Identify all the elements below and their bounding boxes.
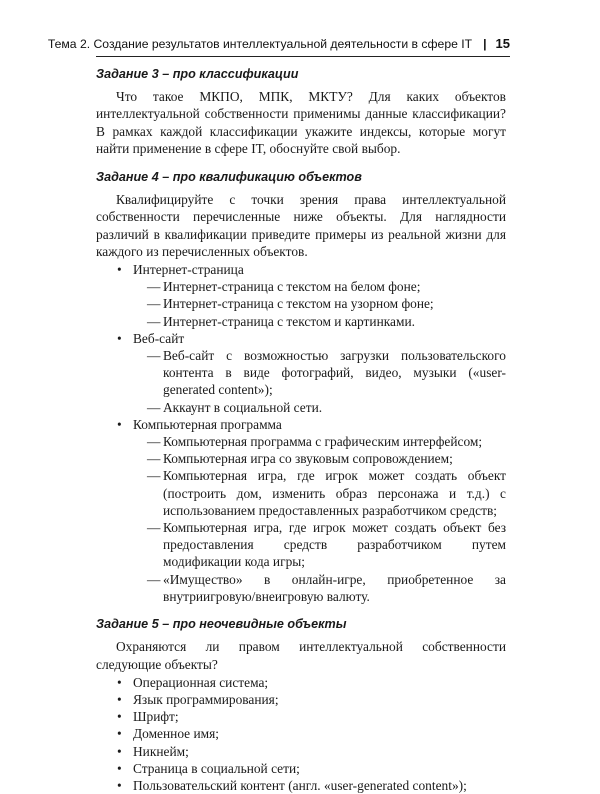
list-item: — Интернет-страница с текстом и картинками. — [147, 313, 506, 330]
list-item: • Пользовательский контент (англ. «user-generated content»); — [117, 777, 506, 794]
list-item: • Доменное имя; — [117, 725, 506, 742]
list-item: — Компьютерная игра со звуковым сопровождением; — [147, 450, 506, 467]
running-header — [47, 36, 510, 51]
list-item: — Компьютерная игра, где игрок может создать объект без предоставления средств разработчиком путем модификации кода игры; — [147, 519, 506, 571]
list-item: — Веб-сайт с возможностью загрузки пользовательского контента в виде фотографий, видео, музыки («user-generated content»); — [147, 347, 506, 399]
group-label: Интернет-страница — [133, 262, 244, 278]
list-item: — «Имущество» в онлайн-игре, приобретенное за внутриигровую/внеигровую валюту. — [147, 571, 506, 605]
list-item: • Никнейм; — [117, 743, 506, 760]
group-label: Веб-сайт — [133, 330, 185, 346]
page-number: 15 — [495, 36, 510, 51]
object-group-computer-program — [117, 416, 506, 605]
running-title: Тема 2. Создание результатов интеллектуальной деятельности в сфере IT — [47, 37, 473, 51]
task-4-heading: Задание 4 – про квалификацию объектов — [96, 170, 362, 185]
sub-list — [133, 278, 506, 330]
group-label: Компьютерная программа — [133, 416, 282, 432]
list-item: • Операционная система; — [117, 674, 506, 691]
task-4-paragraph: Квалифицируйте с точки зрения права интеллектуальной собственности перечисленные ниже объекты. Для наглядности различий в квалификации приведите примеры из реальной жизни для каждого из перечисленных объектов. — [96, 192, 506, 259]
task-5-heading: Задание 5 – про неочевидные объекты — [96, 617, 347, 632]
task-4-object-list — [96, 261, 506, 605]
task-3-heading: Задание 3 – про классификации — [96, 67, 299, 81]
task-5-paragraph: Охраняются ли правом интеллектуальной собственности следующие объекты? — [96, 639, 506, 672]
sub-list — [133, 347, 506, 416]
task-5-object-list — [96, 674, 506, 794]
page-content — [96, 66, 506, 794]
list-item: • Язык программирования; — [117, 691, 506, 708]
task-3-paragraph: Что такое МКПО, МПК, МКТУ? Для каких объектов интеллектуальной собственности применимы данные классификации? В рамках каждой классификации укажите индексы, которые могут найти применение в сфере IT, обоснуйте свой выбор. — [96, 89, 506, 156]
header-separator: | — [483, 37, 487, 51]
list-item: — Компьютерная игра, где игрок может создать объект (построить дом, изменить образ персонажа и т.д.) с использованием предоставленных разработчиком средств; — [147, 467, 506, 519]
list-item: • Шрифт; — [117, 708, 506, 725]
list-item: — Интернет-страница с текстом на белом фоне; — [147, 278, 506, 295]
list-item: • Страница в социальной сети; — [117, 760, 506, 777]
header-rule — [96, 56, 510, 57]
list-item: — Аккаунт в социальной сети. — [147, 399, 506, 416]
object-group-internet-page — [117, 261, 506, 330]
sub-list — [133, 433, 506, 605]
list-item: — Компьютерная программа с графическим интерфейсом; — [147, 433, 506, 450]
list-item: — Интернет-страница с текстом на узорном фоне; — [147, 295, 506, 312]
object-group-website — [117, 330, 506, 416]
